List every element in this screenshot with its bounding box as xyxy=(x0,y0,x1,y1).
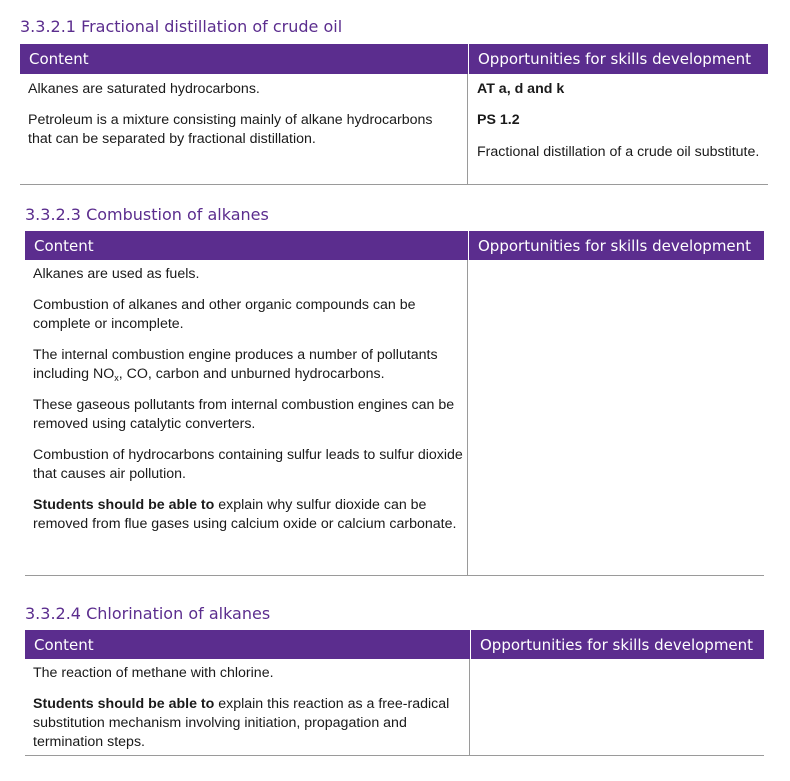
content-row xyxy=(33,496,463,534)
content-cell xyxy=(28,80,458,149)
spec-table xyxy=(20,44,768,185)
opportunities-cell xyxy=(477,80,762,162)
header-content: Content xyxy=(34,237,94,255)
content-cell xyxy=(33,265,463,534)
spec-table xyxy=(25,630,764,756)
content-row xyxy=(33,695,458,752)
header-opportunities: Opportunities for skills development xyxy=(470,630,764,659)
content-row: Alkanes are used as fuels. xyxy=(33,266,200,282)
subscript: x xyxy=(114,373,119,383)
table-header xyxy=(25,231,764,260)
content-row: Alkanes are saturated hydrocarbons. xyxy=(28,81,260,97)
section-chlorination xyxy=(0,590,790,781)
content-row: Combustion of alkanes and other organic compounds can be complete or incomplete. xyxy=(33,297,416,332)
content-row: The reaction of methane with chlorine. xyxy=(33,665,274,681)
header-opportunities: Opportunities for skills development xyxy=(468,44,768,74)
content-text: , CO, carbon and unburned hydrocarbons. xyxy=(118,366,385,382)
opportunity-item: Fractional distillation of a crude oil substitute. xyxy=(477,144,760,160)
section-combustion xyxy=(0,190,790,590)
header-content: Content xyxy=(34,636,94,654)
column-divider xyxy=(467,260,468,575)
column-divider xyxy=(469,659,470,755)
content-row: Combustion of hydrocarbons containing sulfur leads to sulfur dioxide that causes air pollution. xyxy=(33,447,463,482)
section-heading: 3.3.2.3 Combustion of alkanes xyxy=(25,205,269,224)
table-header xyxy=(25,630,764,659)
content-cell xyxy=(33,664,458,752)
content-row: These gaseous pollutants from internal combustion engines can be removed using catalytic converters. xyxy=(33,397,455,432)
content-row xyxy=(33,346,463,384)
section-fractional-distillation xyxy=(0,0,790,190)
header-content: Content xyxy=(29,50,89,68)
column-divider xyxy=(467,74,468,184)
emphasis-text: Students should be able to xyxy=(33,497,215,513)
table-header xyxy=(20,44,768,74)
opportunity-item: AT a, d and k xyxy=(477,81,565,97)
header-opportunities: Opportunities for skills development xyxy=(468,231,764,260)
section-heading: 3.3.2.4 Chlorination of alkanes xyxy=(25,604,271,623)
content-text: explain why sulfur dioxide can be removed from flue gases using calcium oxide or calcium carbonate. xyxy=(33,497,457,532)
content-text: explain this reaction as a free-radical substitution mechanism involving initiation, propagation and termination steps. xyxy=(33,696,450,750)
section-heading: 3.3.2.1 Fractional distillation of crude oil xyxy=(20,17,343,36)
opportunity-item: PS 1.2 xyxy=(477,112,520,128)
content-row: Petroleum is a mixture consisting mainly of alkane hydrocarbons that can be separated by fractional distillation. xyxy=(28,112,433,147)
content-text: The internal combustion engine produces a number of pollutants including NO xyxy=(33,347,438,382)
emphasis-text: Students should be able to xyxy=(33,696,215,712)
spec-table xyxy=(25,231,764,576)
